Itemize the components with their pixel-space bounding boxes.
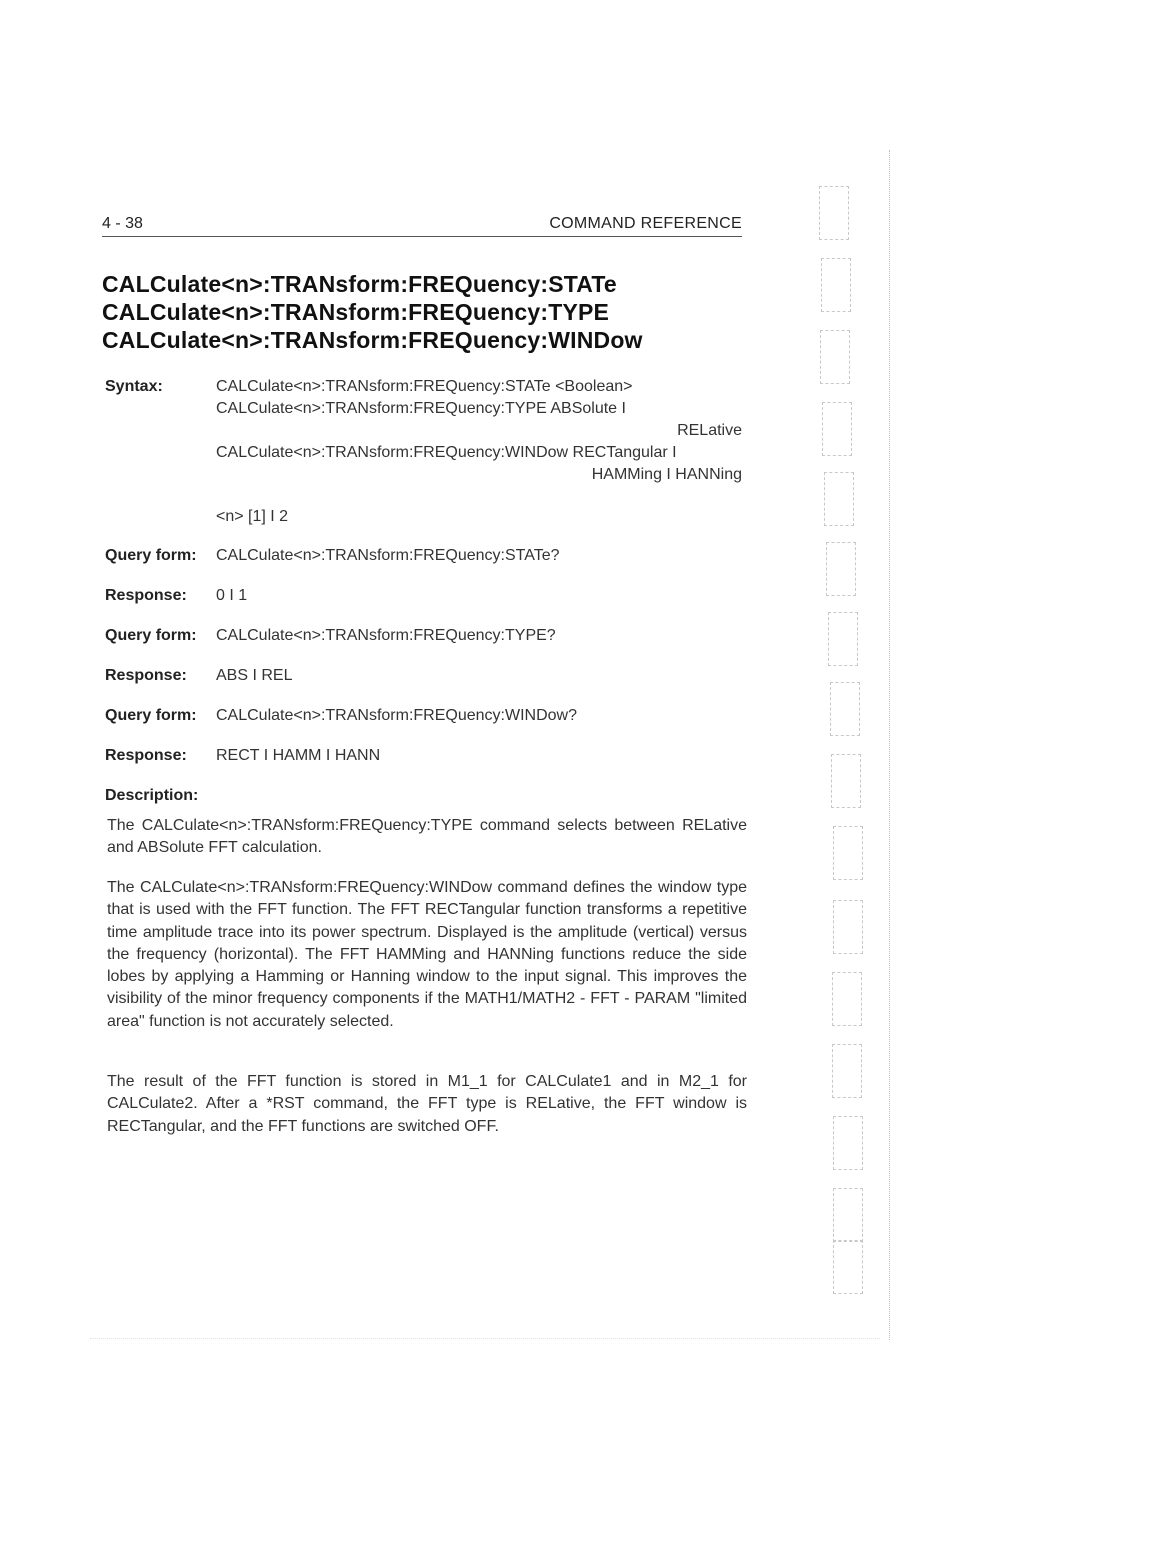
index-tab — [833, 900, 863, 954]
command-title-state: CALCulate<n>:TRANsform:FREQuency:STATe — [102, 271, 617, 297]
syntax-label: Syntax: — [105, 378, 163, 395]
query-form-label: Query form: — [105, 627, 197, 644]
command-titles — [102, 270, 643, 354]
index-tab — [820, 330, 850, 384]
index-tab — [833, 1240, 863, 1294]
index-tab — [833, 826, 863, 880]
section-title: COMMAND REFERENCE — [549, 215, 742, 232]
index-tab — [832, 1044, 862, 1098]
index-tab — [830, 682, 860, 736]
index-tab — [832, 972, 862, 1026]
response-label: Response: — [105, 747, 187, 764]
response-label: Response: — [105, 587, 187, 604]
index-tab — [833, 1116, 863, 1170]
description-label: Description: — [105, 787, 199, 804]
index-tab — [819, 186, 849, 240]
syntax-line-type: CALCulate<n>:TRANsform:FREQuency:TYPE ABSolute I — [216, 400, 626, 417]
index-tab — [833, 1188, 863, 1242]
syntax-line-window-cont: HAMMing I HANNing — [591, 466, 742, 483]
n-parameter-values: <n> [1] I 2 — [216, 508, 289, 525]
page-edge-line — [889, 150, 890, 1340]
index-tab — [824, 472, 854, 526]
syntax-line-state: CALCulate<n>:TRANsform:FREQuency:STATe <Boolean> — [216, 378, 633, 395]
page-header — [102, 210, 742, 237]
syntax-line-window: CALCulate<n>:TRANsform:FREQuency:WINDow RECTangular I — [216, 444, 677, 461]
description-paragraph: The CALCulate<n>:TRANsform:FREQuency:WINDow command defines the window type that is used with the FFT function. The FFT RECTangular function transforms a repetitive time amplitude trace into its power spectrum. Displayed is the amplitude (vertical) versus the frequency (horizontal). The FFT HAMMing and HANNing functions reduce the side lobes by applying a Hamming or Hanning window to the input signal. This improves the visibility of the minor frequency components if the MATH1/MATH2 - FFT - PARAM "limited area" function is not accurately selected. — [107, 879, 747, 1030]
syntax-line-type-cont: RELative — [677, 422, 742, 439]
index-tab — [822, 402, 852, 456]
index-tab — [821, 258, 851, 312]
response-label: Response: — [105, 667, 187, 684]
description-paragraph: The result of the FFT function is stored in M1_1 for CALCulate1 and in M2_1 for CALCulate2. After a *RST command, the FFT type is RELative, the FFT window is RECTangular, and the FFT functions are switched OFF. — [107, 1073, 747, 1135]
binder-index-tabs — [815, 150, 890, 1340]
query-form-window: CALCulate<n>:TRANsform:FREQuency:WINDow? — [216, 707, 577, 724]
query-form-label: Query form: — [105, 707, 197, 724]
faint-scan-line — [90, 1338, 880, 1339]
description-paragraph: The CALCulate<n>:TRANsform:FREQuency:TYPE command selects between RELative and ABSolute FFT calculation. — [107, 817, 747, 857]
index-tab — [826, 542, 856, 596]
query-form-type: CALCulate<n>:TRANsform:FREQuency:TYPE? — [216, 627, 556, 644]
command-title-type: CALCulate<n>:TRANsform:FREQuency:TYPE — [102, 299, 610, 325]
index-tab — [828, 612, 858, 666]
command-title-window: CALCulate<n>:TRANsform:FREQuency:WINDow — [102, 327, 643, 353]
index-tab — [831, 754, 861, 808]
response-window: RECT I HAMM I HANN — [216, 747, 381, 764]
query-form-label: Query form: — [105, 547, 197, 564]
response-type: ABS I REL — [216, 667, 293, 684]
query-form-state: CALCulate<n>:TRANsform:FREQuency:STATe? — [216, 547, 560, 564]
response-state: 0 I 1 — [216, 587, 248, 604]
page-number: 4 - 38 — [102, 215, 143, 232]
